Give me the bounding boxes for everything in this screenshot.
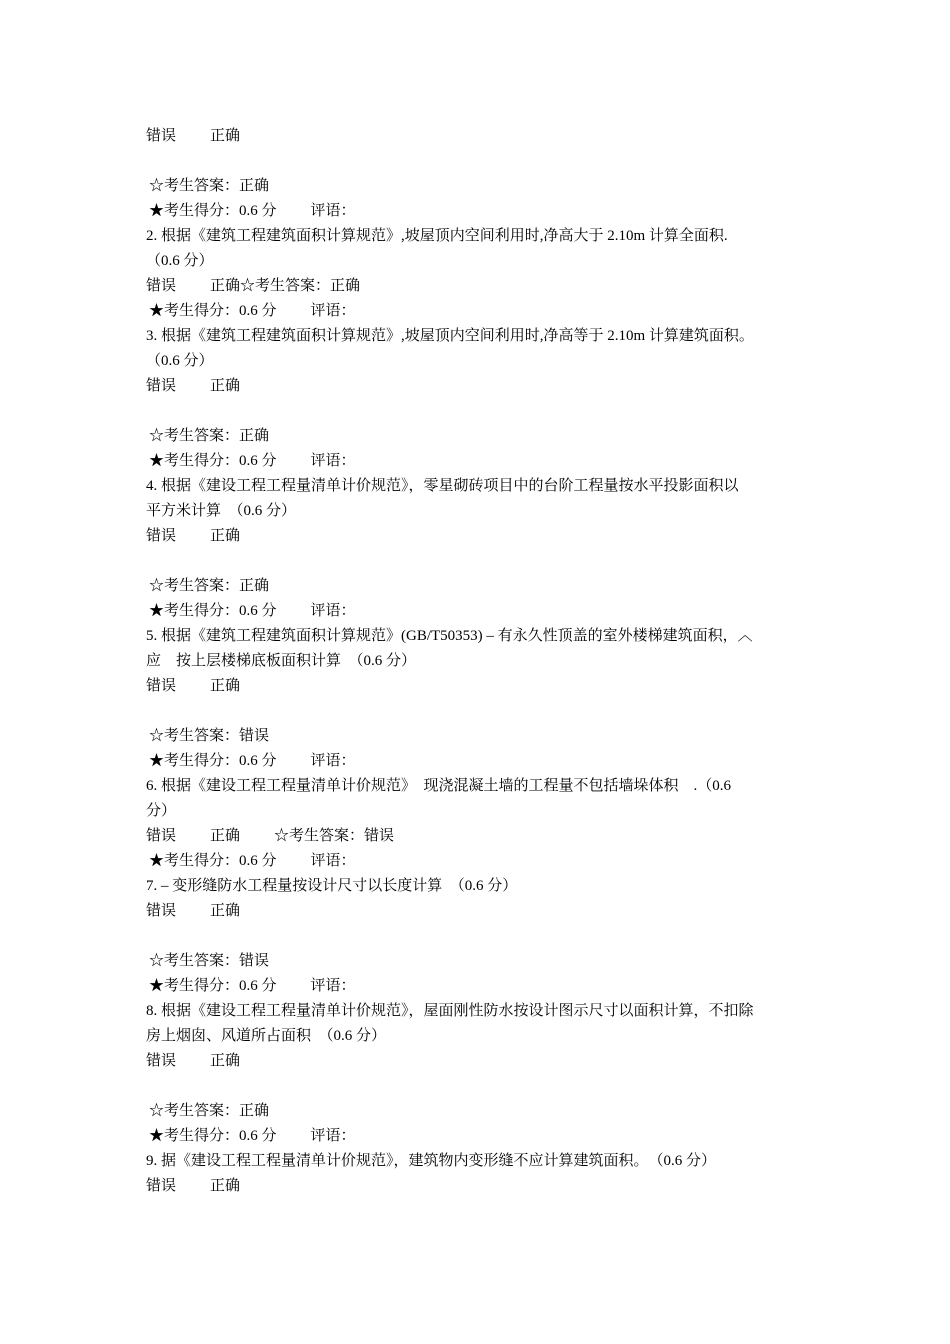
option-correct: 正确 — [210, 1053, 241, 1069]
question-text: 9. 据《建设工程工程量清单计价规范》，建筑物内变形缝不应计算建筑面积。 （0.6 分） — [146, 1153, 717, 1169]
score-line — [146, 974, 816, 999]
question-text: 房上烟囱、风道所占面积 （0.6 分） — [146, 1028, 387, 1044]
options-line — [146, 899, 816, 924]
option-wrong: 错误 — [146, 278, 177, 294]
blank-line — [146, 699, 816, 724]
score-text: ★考生得分：0.6 分 — [149, 853, 277, 869]
blank-line — [146, 924, 816, 949]
question-text: （0.6 分） — [146, 253, 214, 269]
question-text: （0.6 分） — [146, 353, 214, 369]
question-text: 分） — [146, 803, 177, 819]
score-text: ★考生得分：0.6 分 — [149, 203, 277, 219]
comment-label: 评语： — [310, 753, 356, 769]
question-text: 4. 根据《建设工程工程量清单计价规范》，零星砌砖项目中的台阶工程量按水平投影面积以 — [146, 478, 739, 494]
question-text: 2. 根据《建筑工程建筑面积计算规范》,坡屋顶内空间利用时,净高大于 2.10m 计算全面积. — [146, 228, 728, 244]
score-text: ★考生得分：0.6 分 — [149, 603, 277, 619]
score-line — [146, 199, 816, 224]
option-wrong: 错误 — [146, 828, 177, 844]
question-text: 8. 根据《建设工程工程量清单计价规范》，屋面刚性防水按设计图示尺寸以面积计算，不扣除 — [146, 1003, 754, 1019]
score-text: ★考生得分：0.6 分 — [149, 978, 277, 994]
comment-label: 评语： — [310, 303, 356, 319]
score-line — [146, 599, 816, 624]
score-line — [146, 1124, 816, 1149]
option-correct: 正确 — [210, 678, 241, 694]
options-line — [146, 1174, 816, 1199]
score-text: ★考生得分：0.6 分 — [149, 1128, 277, 1144]
options-answer-line — [146, 824, 816, 849]
comment-label: 评语： — [310, 853, 356, 869]
options-line — [146, 524, 816, 549]
candidate-answer: ☆考生答案：正确 — [240, 278, 361, 294]
comment-label: 评语： — [310, 1128, 356, 1144]
option-correct: 正确 — [210, 128, 241, 144]
option-correct: 正确 — [210, 828, 241, 844]
comment-label: 评语： — [310, 453, 356, 469]
candidate-answer: ☆考生答案：正确 — [149, 428, 270, 444]
question-text: 7. – 变形缝防水工程量按设计尺寸以长度计算 （0.6 分） — [146, 878, 518, 894]
score-line — [146, 299, 816, 324]
blank-line — [146, 549, 816, 574]
candidate-answer: ☆考生答案：错误 — [149, 953, 270, 969]
options-line — [146, 674, 816, 699]
option-wrong: 错误 — [146, 678, 177, 694]
options-line — [146, 124, 816, 149]
comment-label: 评语： — [310, 978, 356, 994]
option-wrong: 错误 — [146, 903, 177, 919]
question-text: 6. 根据《建设工程工程量清单计价规范》 现浇混凝土墙的工程量不包括墙垛体积 .（0.6 — [146, 778, 732, 794]
score-line — [146, 749, 816, 774]
comment-label: 评语： — [310, 603, 356, 619]
blank-line — [146, 1074, 816, 1099]
options-line — [146, 1049, 816, 1074]
question-text: 5. 根据《建筑工程建筑面积计算规范》(GB/T50353) – 有永久性顶盖的室外楼梯建筑面积，︿ — [146, 628, 753, 644]
score-text: ★考生得分：0.6 分 — [149, 453, 277, 469]
candidate-answer: ☆考生答案：错误 — [149, 728, 270, 744]
candidate-answer: ☆考生答案：正确 — [149, 578, 270, 594]
option-correct: 正确 — [210, 1178, 241, 1194]
option-wrong: 错误 — [146, 378, 177, 394]
option-wrong: 错误 — [146, 128, 177, 144]
option-correct: 正确 — [210, 278, 241, 294]
option-correct: 正确 — [210, 378, 241, 394]
option-correct: 正确 — [210, 528, 241, 544]
blank-line — [146, 399, 816, 424]
candidate-answer: ☆考生答案：正确 — [149, 1103, 270, 1119]
score-line — [146, 849, 816, 874]
option-wrong: 错误 — [146, 528, 177, 544]
options-line — [146, 374, 816, 399]
blank-line — [146, 149, 816, 174]
options-answer-line — [146, 274, 816, 299]
candidate-answer: ☆考生答案：错误 — [274, 828, 395, 844]
score-text: ★考生得分：0.6 分 — [149, 753, 277, 769]
document-page — [146, 124, 816, 1199]
option-wrong: 错误 — [146, 1178, 177, 1194]
option-wrong: 错误 — [146, 1053, 177, 1069]
question-text: 平方米计算 （0.6 分） — [146, 503, 297, 519]
candidate-answer: ☆考生答案：正确 — [149, 178, 270, 194]
question-text: 3. 根据《建筑工程建筑面积计算规范》,坡屋顶内空间利用时,净高等于 2.10m 计算建筑面积。 — [146, 328, 754, 344]
score-line — [146, 449, 816, 474]
comment-label: 评语： — [310, 203, 356, 219]
score-text: ★考生得分：0.6 分 — [149, 303, 277, 319]
question-text: 应 按上层楼梯底板面积计算 （0.6 分） — [146, 653, 417, 669]
option-correct: 正确 — [210, 903, 241, 919]
